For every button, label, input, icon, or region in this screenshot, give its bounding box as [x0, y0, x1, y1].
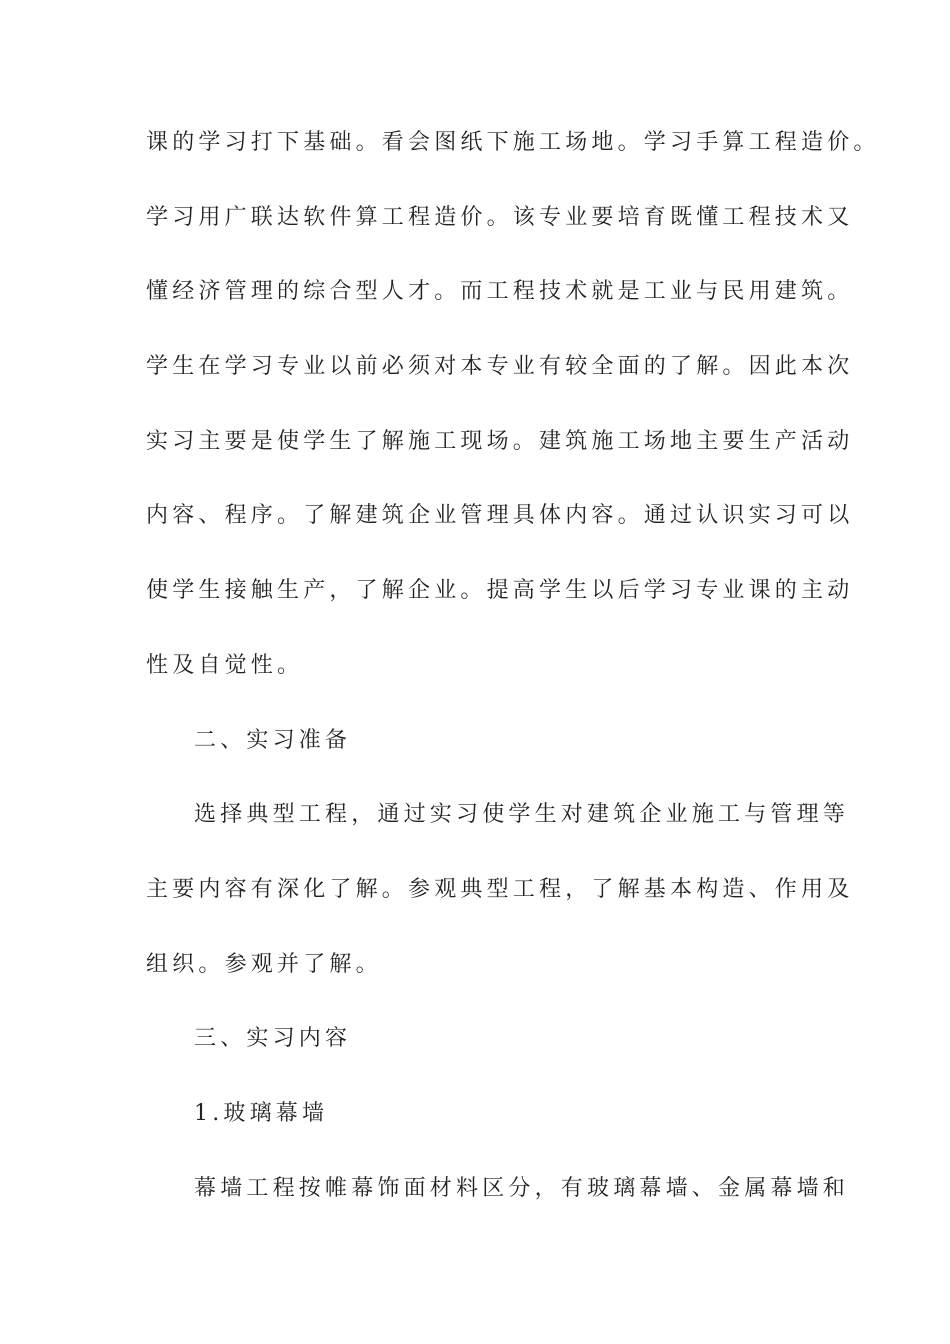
body-line: 学生在学习专业以前必须对本专业有较全面的了解。因此本次 [146, 354, 854, 380]
body-line: 懂经济管理的综合型人才。而工程技术就是工业与民用建筑。 [146, 279, 854, 305]
body-line: 幕墙工程按帷幕饰面材料区分，有玻璃幕墙、金属幕墙和 [194, 1175, 850, 1201]
body-line: 学习用广联达软件算工程造价。该专业要培育既懂工程技术又 [146, 204, 854, 230]
body-line: 组织。参观并了解。 [146, 951, 382, 977]
body-line: 性及自觉性。 [146, 652, 304, 678]
section-heading-content: 三、实习内容 [194, 1026, 352, 1052]
section-heading-preparation: 二、实习准备 [194, 727, 352, 753]
body-line: 实习主要是使学生了解施工现场。建筑施工场地主要生产活动 [146, 428, 854, 454]
subsection-heading-glass-curtain-wall: 1.玻璃幕墙 [194, 1100, 329, 1126]
body-line: 使学生接触生产，了解企业。提高学生以后学习专业课的主动 [146, 578, 854, 604]
body-line: 选择典型工程，通过实习使学生对建筑企业施工与管理等 [194, 802, 850, 828]
body-line: 课的学习打下基础。看会图纸下施工场地。学习手算工程造价。 [146, 130, 880, 155]
document-body [146, 128, 880, 1248]
body-line: 内容、程序。了解建筑企业管理具体内容。通过认识实习可以 [146, 503, 854, 529]
body-line: 主要内容有深化了解。参观典型工程，了解基本构造、作用及 [146, 876, 854, 902]
